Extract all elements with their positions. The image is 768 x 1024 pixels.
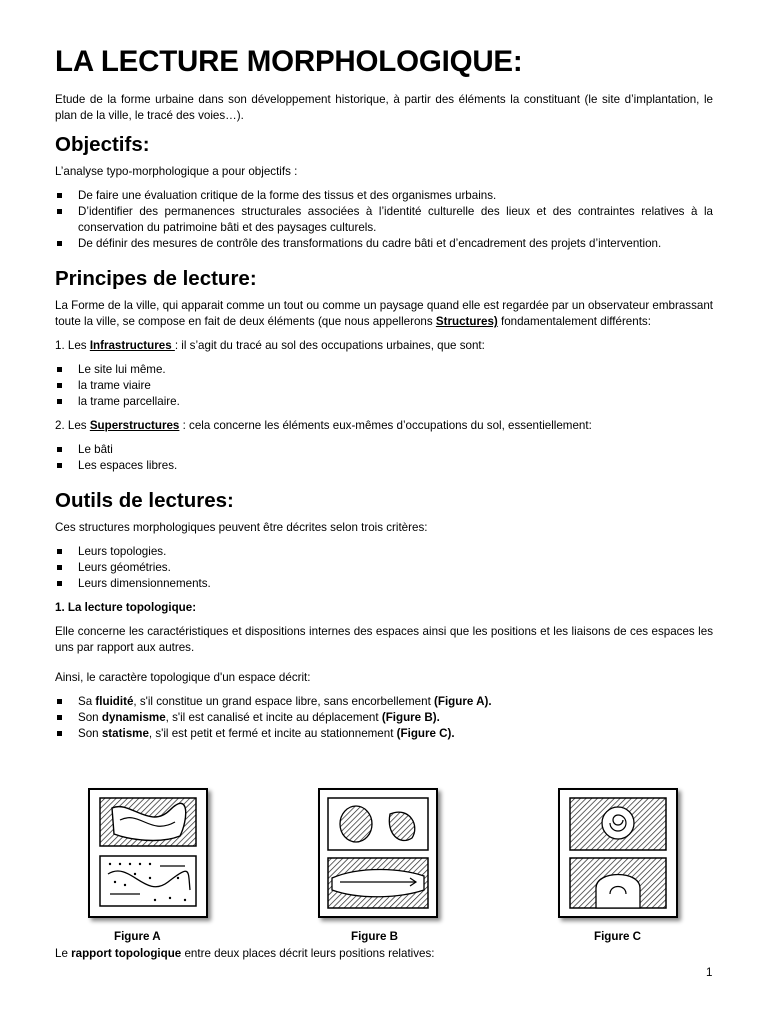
figures-row (0, 788, 768, 938)
b2-keyword: dynamisme (101, 711, 166, 724)
b1-a: Sa (78, 695, 96, 708)
superstructures-term: Superstructures (89, 419, 180, 432)
list-item: Leurs dimensionnements. (55, 576, 713, 592)
outils-heading: Outils de lectures: (55, 489, 234, 512)
infra-list (55, 362, 713, 410)
topologique-list (55, 694, 713, 742)
principes-text-end: fondamentalement différents: (497, 315, 651, 328)
principes-text: La Forme de la ville, qui apparait comme un tout ou comme un paysage quand elle est regardée par un observateur embrassant toute la ville, se compose en fait de deux éléments (que nous appellerons (55, 299, 714, 328)
structures-term: Structures) (435, 315, 498, 328)
b3-keyword: statisme (101, 727, 149, 740)
b1-keyword: fluidité (95, 695, 134, 708)
list-item: D’identifier des permanences structurales associées à l’identité culturelle des lieux et des contraintes relatives à la conservation du patrimoine bâti et des paysages culturels. (55, 204, 713, 236)
list-item: Les espaces libres. (55, 458, 713, 474)
super-list (55, 442, 713, 474)
list-item: Leurs géométries. (55, 560, 713, 576)
figure-b-caption: Figure B (351, 930, 399, 943)
b2-text: , s'il est canalisé et incite au déplacement (165, 711, 382, 724)
principes-heading: Principes de lecture: (55, 267, 257, 290)
topologique-lead: Ainsi, le caractère topologique d'un espace décrit: (55, 671, 311, 684)
b1-text: , s'il constitue un grand espace libre, sans encorbellement (133, 695, 435, 708)
list-item (55, 726, 713, 742)
b3-figure-ref: (Figure C). (396, 727, 455, 740)
intro-paragraph: Etude de la forme urbaine dans son développement historique, à partir des éléments la constituant (le site d’implantation, le plan de la ville, le tracé des voies…). (55, 93, 713, 122)
super-rest: : cela concerne les éléments eux-mêmes d’occupations du sol, essentiellement: (179, 419, 592, 432)
list-item: De définir des mesures de contrôle des transformations du cadre bâti et d’encadrement des projets d’intervention. (55, 236, 713, 252)
last-keyword: rapport topologique (71, 947, 182, 960)
figure-c-caption: Figure C (594, 930, 642, 943)
b3-a: Son (78, 727, 102, 740)
document-content (55, 44, 713, 750)
figure-a-sketch (90, 790, 206, 916)
b2-a: Son (78, 711, 102, 724)
objectifs-heading: Objectifs: (55, 133, 150, 156)
figure-a-caption: Figure A (114, 930, 161, 943)
list-item: la trame parcellaire. (55, 394, 713, 410)
super-prefix: 2. Les (55, 419, 90, 432)
page-title: LA LECTURE MORPHOLOGIQUE: (55, 45, 523, 78)
topologique-subheading: 1. La lecture topologique: (55, 601, 197, 614)
list-item: Leurs topologies. (55, 544, 713, 560)
list-item (55, 694, 713, 710)
b3-text: , s'il est petit et fermé et incite au stationnement (148, 727, 397, 740)
superstructures-line (55, 418, 713, 434)
objectifs-list (55, 188, 713, 252)
list-item: Le bâti (55, 442, 713, 458)
objectifs-lead: L’analyse typo-morphologique a pour objectifs : (55, 165, 298, 178)
last-text: entre deux places décrit leurs positions relatives: (181, 947, 435, 960)
principes-paragraph (55, 298, 713, 330)
infrastructures-line (55, 338, 713, 354)
infra-prefix: 1. Les (55, 339, 90, 352)
infra-rest: : il s’agit du tracé au sol des occupations urbaines, que sont: (174, 339, 485, 352)
infrastructures-term: Infrastructures (89, 339, 175, 352)
figure-b-sketch (320, 790, 436, 916)
list-item: la trame viaire (55, 378, 713, 394)
b2-figure-ref: (Figure B). (381, 711, 440, 724)
topologique-paragraph: Elle concerne les caractéristiques et dispositions internes des espaces ainsi que les positions et les liaisons de ces espaces les uns par rapport aux autres. (55, 625, 713, 654)
rapport-topologique-line (55, 946, 435, 962)
list-item: De faire une évaluation critique de la forme des tissus et des organismes urbains. (55, 188, 713, 204)
figure-c-image (558, 788, 678, 918)
outils-list (55, 544, 713, 592)
figure-b-image (318, 788, 438, 918)
list-item: Le site lui même. (55, 362, 713, 378)
outils-lead: Ces structures morphologiques peuvent être décrites selon trois critères: (55, 521, 428, 534)
b1-figure-ref: (Figure A). (434, 695, 492, 708)
last-a: Le (55, 947, 72, 960)
figure-c-sketch (560, 790, 676, 916)
list-item (55, 710, 713, 726)
figure-a-image (88, 788, 208, 918)
page-number: 1 (706, 966, 713, 979)
